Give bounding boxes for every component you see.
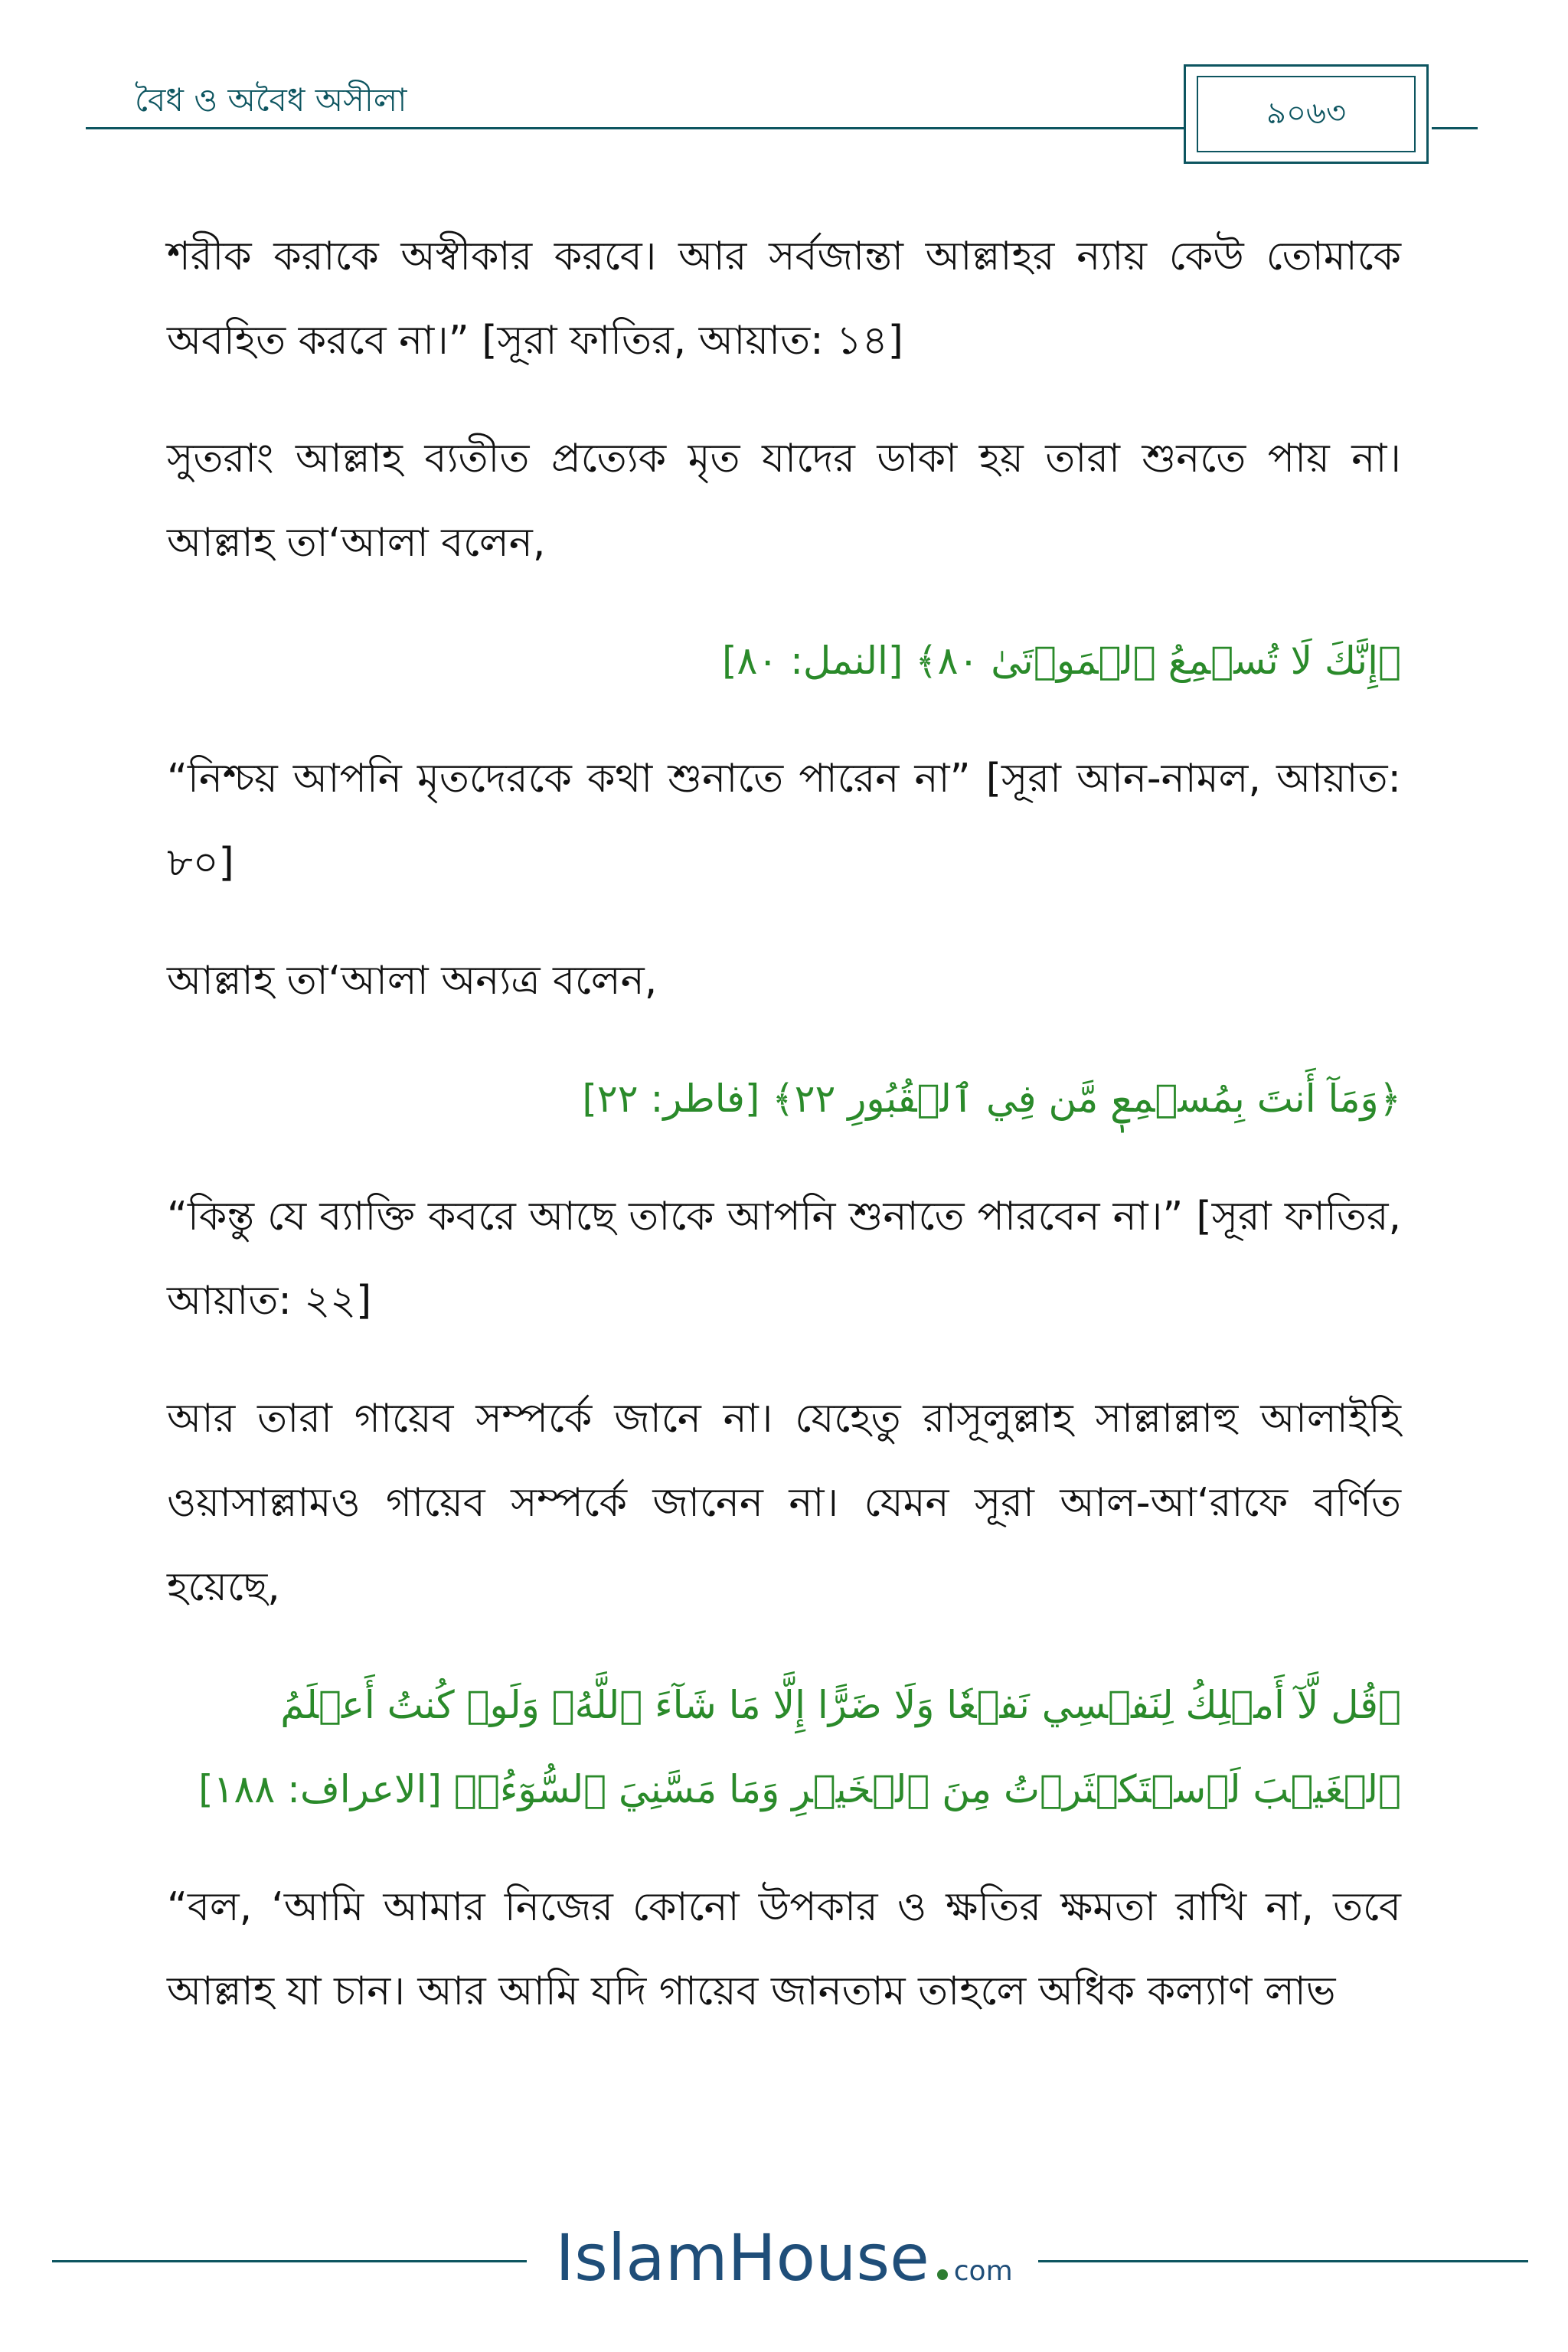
- header-rule: [86, 127, 1188, 129]
- paragraph-4: আল্লাহ তা‘আলা অন্যত্র বলেন,: [167, 958, 658, 1004]
- footer-logo: [554, 2220, 1014, 2305]
- page-number-inner-frame: [1197, 76, 1416, 152]
- arabic-verse-3: ﴿قُل لَّآ أَمۡلِكُ لِنَفۡسِي نَفۡعٗا وَلَا ضَرًّا إِلَّا مَا شَآءَ ٱللَّهُۚ وَلَوۡ كُنتُ أَعۡلَمُ ٱلۡغَيۡبَ لَٱسۡتَكۡثَرۡتُ مِنَ ٱلۡخَيۡرِ وَمَا مَسَّنِيَ ٱلسُّوٓءُۚ﴾ [الاعراف: ١٨٨]: [198, 1683, 1401, 1811]
- footer-logo-text: IslamHouse: [555, 2220, 929, 2295]
- paragraph-3: “নিশ্চয় আপনি মৃতদেরকে কথা শুনাতে পারেন না” [সূরা আন-নামল, আয়াত: ৮০]: [167, 756, 1401, 886]
- running-header-title: বৈধ ও অবৈধ অসীলা: [135, 81, 407, 119]
- page-body: [167, 214, 1401, 2067]
- footer-rule-left: [52, 2260, 527, 2262]
- paragraph-1: শরীক করাকে অস্বীকার করবে। আর সর্বজান্তা আল্লাহর ন্যায় কেউ তোমাকে অবহিত করবে না।” [সূরা ফাতির, আয়াত: ১৪]: [167, 234, 1401, 364]
- header-rule-tail: [1432, 127, 1478, 129]
- footer-rule-right: [1038, 2260, 1528, 2262]
- footer-logo-dot-icon: [937, 2269, 948, 2280]
- arabic-verse-2: ﴿وَمَآ أَنتَ بِمُسۡمِعٖ مَّن فِي ٱلۡقُبُورِ ٢٢﴾ [فاطر: ٢٢]: [582, 1076, 1401, 1121]
- footer-logo-suffix: com: [953, 2256, 1013, 2287]
- paragraph-5: “কিন্তু যে ব্যাক্তি কবরে আছে তাকে আপনি শুনাতে পারবেন না।” [সূরা ফাতির, আয়াত: ২২]: [167, 1194, 1401, 1324]
- page-number: ৯০৬৩: [1266, 95, 1346, 131]
- paragraph-7: “বল, ‘আমি আমার নিজের কোনো উপকার ও ক্ষতির ক্ষমতা রাখি না, তবে আল্লাহ যা চান। আর আমি যদি গায়েব জানতাম তাহলে অধিক কল্যাণ লাভ: [167, 1884, 1401, 2014]
- page-number-frame: [1184, 64, 1429, 164]
- paragraph-2: সুতরাং আল্লাহ ব্যতীত প্রত্যেক মৃত যাদের ডাকা হয় তারা শুনতে পায় না। আল্লাহ তা‘আলা বলেন,: [167, 436, 1401, 566]
- arabic-verse-1: ﴿إِنَّكَ لَا تُسۡمِعُ ٱلۡمَوۡتَىٰ ٨٠﴾ [النمل: ٨٠]: [721, 639, 1401, 683]
- paragraph-6: আর তারা গায়েব সম্পর্কে জানে না। যেহেতু রাসূলুল্লাহ সাল্লাল্লাহু আলাইহি ওয়াসাল্লামও গায়েব সম্পর্কে জানেন না। যেমন সূরা আল-আ‘রাফে বর্ণিত হয়েছে,: [167, 1396, 1401, 1610]
